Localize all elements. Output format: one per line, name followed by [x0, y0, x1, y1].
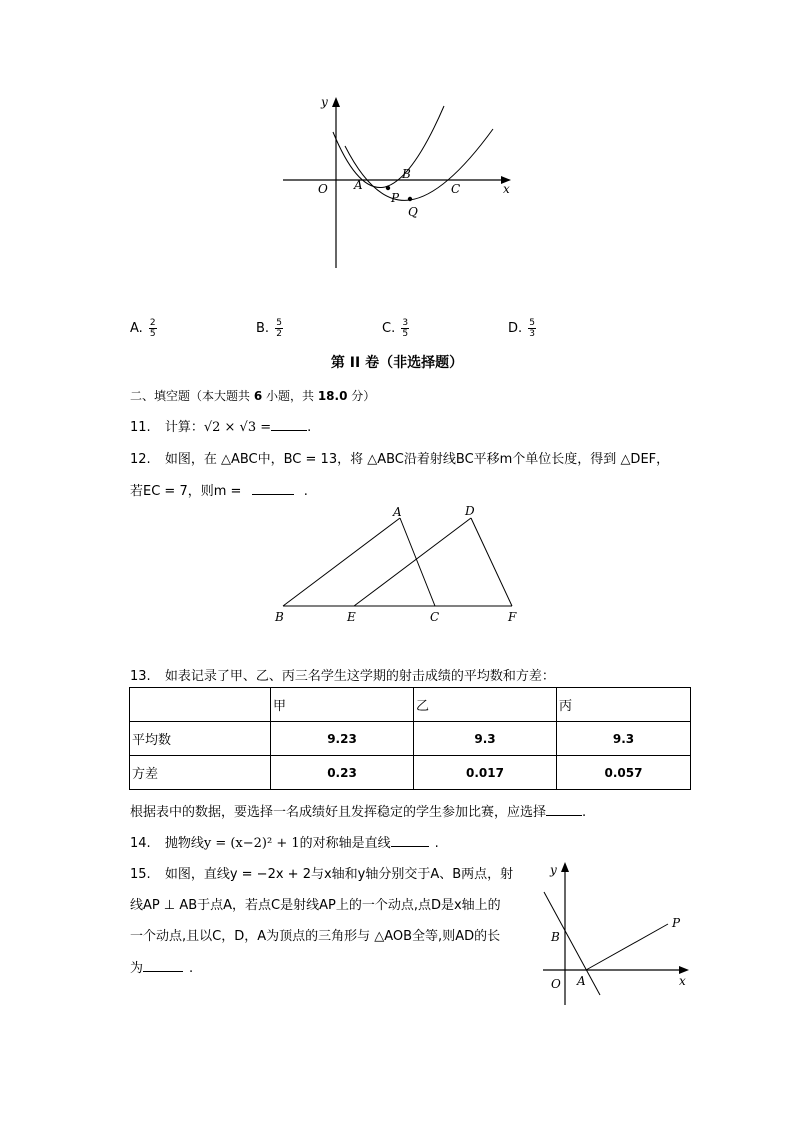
q13-number: 13.	[130, 669, 151, 684]
fig12-label-d: D	[465, 504, 475, 518]
fig1-label-b: B	[402, 167, 411, 181]
fig1-point-p	[386, 186, 390, 190]
fig12-label-a: A	[393, 505, 402, 519]
q13-after-end: .	[582, 805, 587, 820]
q14-text-b: 的对称轴是直线	[299, 836, 391, 851]
table-header-cell: 甲	[271, 688, 414, 722]
table-cell: 0.23	[271, 756, 414, 790]
table-row-label: 平均数	[130, 722, 271, 756]
option-b-num: 5	[276, 318, 282, 328]
fig15-y-arrow	[561, 862, 569, 872]
translated-triangles-figure	[265, 500, 535, 630]
option-a-letter: A.	[130, 321, 143, 336]
fig15-label-a: A	[577, 974, 586, 988]
table-header-cell	[130, 688, 271, 722]
fig15-label-b: B	[551, 930, 560, 944]
fig1-point-q	[408, 197, 412, 201]
q13-text: 如表记录了甲、乙、丙三名学生这学期的射击成绩的平均数和方差：	[164, 669, 555, 684]
q15-line4b: .	[189, 961, 194, 976]
q11-number: 11.	[130, 420, 151, 435]
q12-number: 12.	[130, 452, 151, 467]
table-row	[130, 722, 691, 756]
fig12-label-c: C	[430, 610, 440, 624]
question-15-line2	[130, 894, 501, 913]
table-header-cell: 丙	[557, 688, 691, 722]
q14-end: .	[434, 836, 439, 851]
section-points: 18.0	[317, 389, 348, 403]
option-a-num: 2	[149, 318, 156, 328]
fig1-label-q: Q	[408, 205, 418, 219]
table-cell: 0.057	[557, 756, 691, 790]
fig15-label-y: y	[550, 863, 557, 877]
q14-answer-blank[interactable]	[391, 846, 429, 847]
q12-line2a: 若EC = 7，则m =	[130, 484, 242, 499]
fig1-label-o: O	[318, 182, 328, 196]
option-a-den: 5	[149, 329, 156, 339]
table-row	[130, 756, 691, 790]
fig12-label-b: B	[275, 610, 284, 624]
line-and-ray-figure	[535, 855, 695, 1010]
question-14	[130, 832, 439, 851]
fig15-label-o: O	[551, 977, 561, 991]
q11-end: .	[307, 420, 312, 435]
q12-line1: 如图，在 △ABC中，BC = 13，将 △ABC沿着射线BC平移m个单位长度，得到 △DEF，	[164, 452, 670, 467]
q15-line4a: 为	[130, 961, 144, 976]
question-15-line1	[130, 863, 513, 882]
parabola-figure	[270, 90, 520, 275]
question-15-line3	[130, 925, 500, 944]
q11-expression: √2 × √3 =	[203, 420, 272, 435]
table-cell: 9.3	[414, 722, 557, 756]
question-12-line2	[130, 480, 308, 499]
option-c-fraction	[401, 318, 409, 339]
table-cell: 9.23	[271, 722, 414, 756]
table-header-row	[130, 688, 691, 722]
option-b	[256, 318, 283, 339]
option-b-letter: B.	[256, 321, 270, 336]
q15-line3: 一个动点,且以C，D，A为顶点的三角形与 △AOB全等,则AD的长	[130, 929, 501, 944]
question-15-line4	[130, 957, 193, 976]
question-13-after	[130, 801, 586, 820]
fig12-side-de	[354, 518, 471, 606]
option-c-letter: C.	[382, 321, 396, 336]
q11-text: 计算：	[164, 420, 204, 435]
option-d-num: 5	[529, 318, 536, 328]
fig1-parabola-1	[333, 106, 444, 188]
table-cell: 0.017	[414, 756, 557, 790]
fig12-label-f: F	[508, 610, 517, 624]
q13-answer-blank[interactable]	[546, 815, 582, 816]
option-c	[382, 318, 409, 339]
option-a-fraction	[149, 318, 157, 339]
question-11	[130, 416, 311, 435]
q13-after-text: 根据表中的数据，要选择一名成绩好且发挥稳定的学生参加比赛，应选择	[130, 805, 547, 820]
section-mid: 小题，共	[262, 389, 318, 403]
q15-line1: 如图，直线y = −2x + 2与x轴和y轴分别交于A、B两点，射	[164, 867, 514, 882]
fig12-side-ac	[400, 518, 435, 606]
option-b-fraction	[275, 318, 283, 339]
fig1-parabola-2	[345, 129, 493, 200]
fig12-side-df	[471, 518, 512, 606]
fig12-side-ab	[283, 518, 400, 606]
option-c-num: 3	[402, 318, 409, 328]
question-12-line1	[130, 448, 669, 467]
section-count: 6	[253, 389, 263, 403]
option-b-den: 2	[276, 329, 282, 339]
q15-answer-blank[interactable]	[143, 971, 183, 972]
option-d-fraction	[528, 318, 536, 339]
section-suffix: 分）	[347, 389, 376, 403]
option-a	[130, 318, 157, 339]
question-13	[130, 665, 555, 684]
q11-answer-blank[interactable]	[271, 430, 307, 431]
q14-text-a: 抛物线	[164, 836, 204, 851]
fig15-label-x: x	[679, 974, 686, 988]
fig15-ray-ap	[586, 924, 668, 970]
q14-number: 14.	[130, 836, 151, 851]
q12-line2b: .	[303, 484, 308, 499]
fig1-label-x: x	[503, 182, 510, 196]
fig1-label-y: y	[321, 95, 328, 109]
table-cell: 9.3	[557, 722, 691, 756]
q15-number: 15.	[130, 867, 151, 882]
table-row-label: 方差	[130, 756, 271, 790]
option-c-den: 5	[402, 329, 409, 339]
fig1-label-c: C	[451, 182, 461, 196]
option-d-den: 3	[529, 329, 536, 339]
q15-line2: 线AP ⊥ AB于点A，若点C是射线AP上的一个动点,点D是x轴上的	[130, 898, 501, 913]
fig1-label-a: A	[354, 178, 363, 192]
section-heading	[130, 387, 375, 404]
q14-expression: y = (x−2)² + 1	[203, 836, 300, 851]
fig1-y-arrow	[332, 97, 340, 107]
scores-table	[129, 687, 691, 790]
option-d	[508, 318, 536, 339]
part2-title: 第 II 卷（非选择题）	[330, 355, 464, 371]
fig12-label-e: E	[347, 610, 356, 624]
q12-answer-blank[interactable]	[252, 494, 294, 495]
fig15-x-arrow	[679, 966, 689, 974]
section-prefix: 二、填空题（本大题共	[130, 389, 254, 403]
fig15-label-p: P	[672, 916, 681, 930]
table-header-cell: 乙	[414, 688, 557, 722]
fig1-label-p: P	[391, 191, 400, 205]
option-d-letter: D.	[508, 321, 523, 336]
